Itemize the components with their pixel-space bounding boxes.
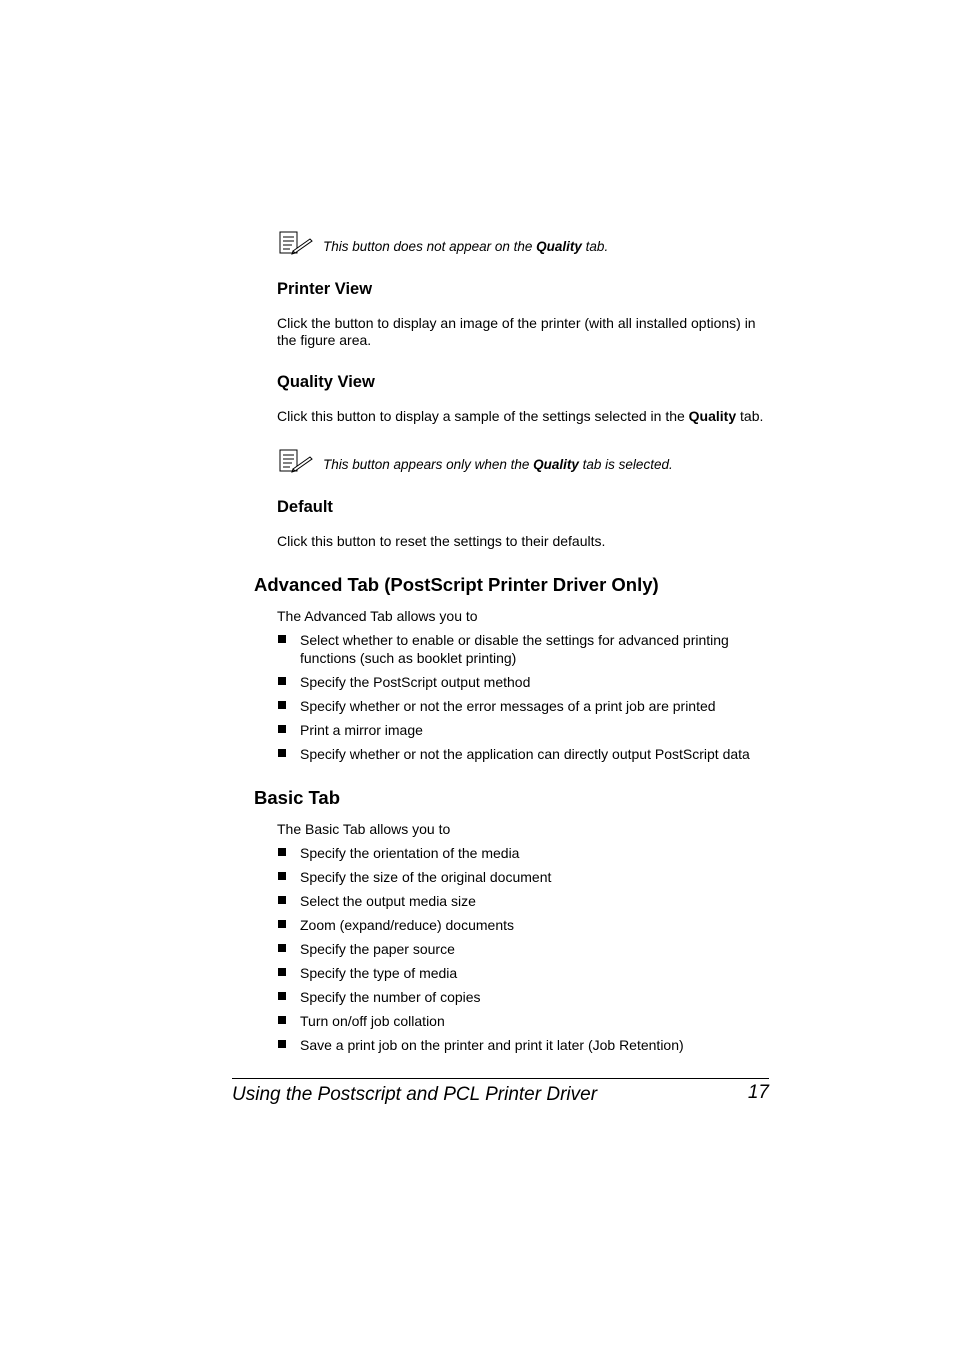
bullet-square-icon	[278, 1016, 286, 1024]
section-heading-default: Default	[277, 498, 333, 516]
list-item: Specify the PostScript output method	[277, 673, 769, 691]
bullet-square-icon	[278, 992, 286, 1000]
note-text: This button appears only when the Quality tab is selected.	[323, 457, 673, 472]
list-item: Select whether to enable or disable the settings for advanced printing functions (such as booklet printing)	[277, 631, 769, 667]
bullet-square-icon	[278, 896, 286, 904]
list-item: Specify whether or not the application can directly output PostScript data	[277, 745, 769, 763]
note-text: This button does not appear on the Quality tab.	[323, 239, 609, 254]
list-item: Specify the number of copies	[277, 988, 769, 1006]
bullet-square-icon	[278, 872, 286, 880]
default-description: Click this button to reset the settings to their defaults.	[277, 533, 606, 549]
list-item: Specify the size of the original document	[277, 868, 769, 886]
list-item: Zoom (expand/reduce) documents	[277, 916, 769, 934]
bullet-square-icon	[278, 677, 286, 685]
footer-divider	[232, 1078, 769, 1079]
bullet-square-icon	[278, 749, 286, 757]
section-heading-printer-view: Printer View	[277, 280, 373, 298]
list-item: Print a mirror image	[277, 721, 769, 739]
list-item: Specify the type of media	[277, 964, 769, 982]
bullet-square-icon	[278, 725, 286, 733]
bullet-square-icon	[278, 848, 286, 856]
quality-view-description: Click this button to display a sample of the settings selected in the Quality tab.	[277, 408, 764, 424]
advanced-tab-intro: The Advanced Tab allows you to	[277, 608, 478, 624]
section-heading-basic-tab: Basic Tab	[254, 787, 341, 808]
bullet-square-icon	[278, 920, 286, 928]
bullet-square-icon	[278, 1040, 286, 1048]
bullet-square-icon	[278, 701, 286, 709]
advanced-tab-list	[277, 631, 769, 769]
basic-tab-intro: The Basic Tab allows you to	[277, 821, 451, 837]
section-heading-quality-view: Quality View	[277, 373, 375, 391]
bullet-square-icon	[278, 944, 286, 952]
list-item: Specify the orientation of the media	[277, 844, 769, 862]
basic-tab-list	[277, 844, 769, 1060]
bullet-square-icon	[278, 635, 286, 643]
bullet-square-icon	[278, 968, 286, 976]
list-item: Select the output media size	[277, 892, 769, 910]
footer-title: Using the Postscript and PCL Printer Driver	[232, 1084, 598, 1105]
list-item: Specify whether or not the error messages of a print job are printed	[277, 697, 769, 715]
note-pencil-icon	[279, 449, 313, 473]
list-item: Save a print job on the printer and print it later (Job Retention)	[277, 1036, 769, 1054]
note-pencil-icon	[279, 231, 313, 255]
list-item: Turn on/off job collation	[277, 1012, 769, 1030]
list-item: Specify the paper source	[277, 940, 769, 958]
page-number: 17	[747, 1082, 769, 1103]
section-heading-advanced-tab: Advanced Tab (PostScript Printer Driver Only)	[254, 574, 659, 595]
printer-view-description: Click the button to display an image of the printer (with all installed options) in the figure area.	[277, 315, 756, 348]
